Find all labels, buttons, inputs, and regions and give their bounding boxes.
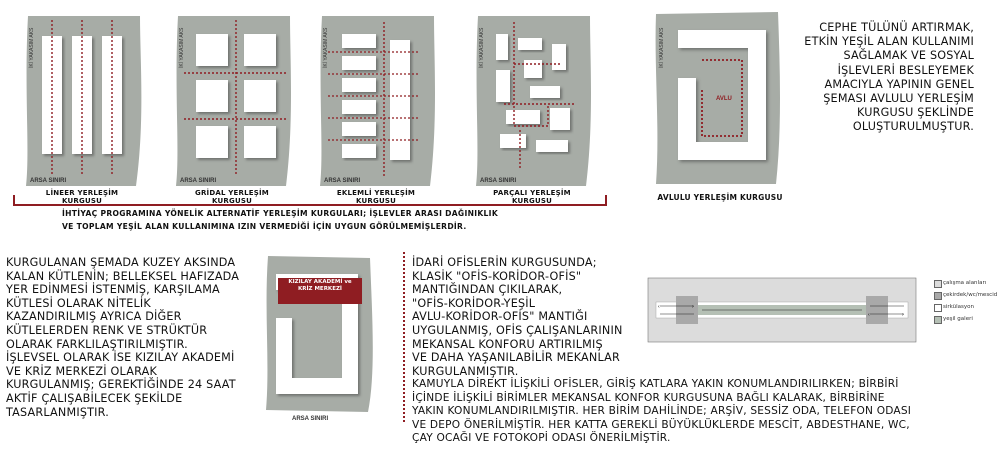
mass-block [244,126,276,158]
caption-gridal: GRİDAL YERLEŞİM KURGUSU [195,189,269,205]
road-label: İKİ YAKASIM AKS [479,27,485,68]
road-label: İKİ YAKASIM AKS [659,27,665,68]
mass-block [506,110,540,124]
mass-block [518,38,542,50]
units-paragraph [412,378,996,446]
text-line: MANTIĞINDAN ÇIKILARAK, [412,283,563,297]
legend-label: sirkülasyon [943,304,975,310]
text-line: SAĞLAMAK VE SOSYAL [843,49,974,63]
site-label: ARSA SINIRI [480,178,517,184]
caption-articulated: EKLEMLİ YERLEŞİM KURGUSU [336,189,416,205]
mass-block [552,44,566,70]
text-line: ETKİN YEŞİL ALAN KULLANIMI [804,35,974,49]
mass-block [244,80,276,112]
schemes-note [62,207,602,233]
mass-block [536,140,568,152]
mass-block [550,108,570,130]
mass-block [530,86,560,98]
text-line: İÇİNDE İLİŞKİLİ BİRİMLER MEKANSAL KONFOR KURGUSUNA BAĞLI KALARAK, BİRBİRİNE [412,391,885,404]
legend-swatch [934,316,942,324]
text-line: KÜTLESİ OLARAK NİTELİK [6,296,151,310]
text-line: İŞLEVLERİ BESLEYEMEK [837,63,974,77]
text-line: VE DAHA YAŞANILABİLİR MEKANLAR [412,351,620,365]
note-line: VE TOPLAM YEŞİL ALAN KULLANIMINA IZIN VERMEDİĞİ İÇİN UYGUN GÖRÜLMEMİŞLERDİR. [62,222,467,231]
mass-block [342,122,376,136]
text-line: TASARLANMIŞTIR. [6,405,109,419]
text-line: KAZANDIRILMIŞ AYRICA DİĞER [6,310,182,324]
text-line: KÜTLELERDEN RENK VE STRÜKTÜR [6,323,208,337]
core-area [676,296,698,324]
arrow-head: ‹ [868,312,870,318]
text-line: KALAN KÜTLENİN; BELLEKSEL HAFIZADA [6,269,240,283]
scheme-linear [26,16,141,186]
site-label: ARSA SINIRI [324,178,361,184]
office-plan-diagram [646,276,918,346]
road-label: İKİ YAKASIM AKS [29,27,35,68]
mass-block [500,134,526,148]
kizilay-diagram [262,252,380,422]
road-label: İKİ YAKASIM AKS [179,27,185,68]
site-label: ARSA SINIRI [180,178,217,184]
text-line: KURGULANMIŞ; GEREKTİĞİNDE 24 SAAT [6,378,236,392]
text-line: ÇAY OCAĞI VE FOTOKOPİ ODASI ÖNERİLMİŞTİR. [412,432,671,445]
core-area [866,296,888,324]
mass-block [196,80,228,112]
road-label: İKİ YAKASIM AKS [323,27,329,68]
label-line: KIZILAY AKADEMİ ve [288,279,352,285]
text-line: MEKANSAL KONFORU ARTIRILMIŞ [412,337,603,351]
text-line: OLARAK FARKLILAŞTIRILMIŞTIR. [6,337,188,351]
text-line: YER EDİNMESİ İSTENMİŞ, KARŞILAMA [6,283,220,297]
text-line: AMACIYLA YAPININ GENEL [824,77,974,91]
scheme-articulated [320,16,435,186]
text-line: İDARİ OFİSLERİN KURGUSUNDA; [412,256,597,269]
text-line: YAKIN KONUMLANDIRILMIŞTIR. HER BİRİM DAHİLİNDE; ARŞİV, SESSİZ ODA, TELEFON ODASI [412,405,912,418]
section-divider [403,252,405,422]
note-line: İHTİYAÇ PROGRAMINA YÖNELİK ALTERNATİF YERLEŞİM KURGULARI; İŞLEVLER ARASI DAĞINIKLIK [62,209,498,218]
mass-block [496,34,508,60]
scheme-fragmented [476,16,591,186]
legend-label: çalışma alanları [943,280,987,286]
legend-swatch [934,304,942,312]
mass-block [244,34,276,66]
text-line: KLASİK "OFİS-KORİDOR-OFİS" [412,269,582,283]
courtyard-explanation [778,21,974,135]
legend-label: çekirdek/wc/mescid [943,292,998,298]
mass-block [196,34,228,66]
text-line: UYGULANMIŞ, OFİS ÇALIŞANLARININ [412,323,623,337]
caption-linear: LİNEER YERLEŞİM KURGUSU [45,189,119,205]
text-line: KAMUYLA DİREKT İLİŞKİLİ OFİSLER, GİRİŞ KATLARA YAKIN KONUMLANDIRILIRKEN; BİRBİRİ [412,378,899,390]
mass-block [390,40,410,160]
mass-block [524,60,542,78]
arrow-head: › [902,312,904,318]
mass-block [196,126,228,158]
courtyard-label: AVLU [716,96,732,102]
text-line: KURGULANAN ŞEMADA KUZEY AKSINDA [6,256,236,269]
scheme-courtyard [650,8,790,188]
site-label: ARSA SINIRI [30,178,67,184]
mass-block [342,78,376,92]
office-paragraph [412,256,642,378]
text-line: İŞLEVSEL OLARAK İSE KIZILAY AKADEMİ [6,351,235,365]
text-line: OLUŞTURULMUŞTUR. [852,120,974,134]
legend-swatch [934,292,942,300]
mass-block [496,70,510,102]
mass-block [342,144,376,158]
caption-fragmented: PARÇALI YERLEŞİM KURGUSU [493,189,571,205]
mass-block [342,34,376,48]
caption-courtyard: AVLULU YERLEŞİM KURGUSU [657,193,783,202]
mass-block [342,100,376,114]
text-line: AVLU-KORİDOR-OFİS" MANTIĞI [412,310,588,324]
arrow-head: › [692,304,694,310]
legend-swatch [934,280,942,288]
schemes-strip [0,0,620,215]
scheme-gridal [176,16,291,186]
text-line: AKTİF ÇALIŞABİLECEK ŞEKİLDE [6,391,183,405]
kizilay-paragraph [6,256,268,419]
label-line: KRİZ MERKEZİ [298,286,342,292]
text-line: VE KRİZ MERKEZİ OLARAK [6,364,157,378]
text-line: KURGUSU ŞEKLİNDE [857,106,974,120]
legend-label: yeşil galeri [943,316,973,322]
text-line: VE DEPO ÖNERİLMİŞTİR. HER KATTA GEREKLİ BÜYÜKLÜKLERDE MESCİT, ABDESTHANE, WC, [412,418,910,431]
text-line: ŞEMASI AVLULU YERLEŞİM [823,92,974,106]
text-line: CEPHE TÜLÜNÜ ARTIRMAK, [819,21,974,34]
mass-block [342,56,376,70]
text-line: "OFİS-KORİDOR-YEŞİL [412,296,536,310]
site-boundary [320,16,435,186]
kizilay-label [278,279,362,293]
arrow-head: ‹ [658,304,660,310]
text-line: KURGULANMIŞTIR. [412,364,519,378]
site-label: ARSA SINIRI [292,416,329,422]
